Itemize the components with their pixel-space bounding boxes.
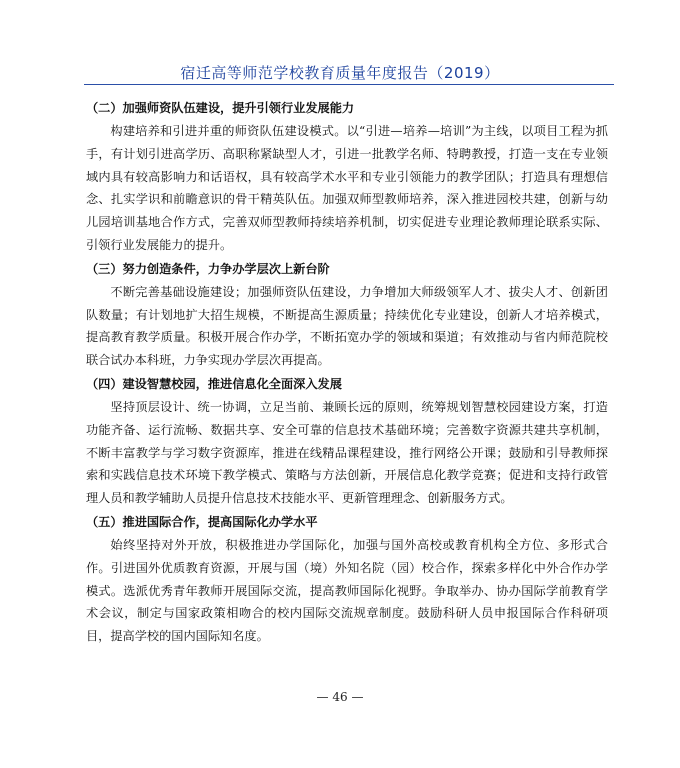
section-teacher-team <box>86 96 608 257</box>
section-heading: （四）建设智慧校园，推进信息化全面深入发展 <box>86 376 342 391</box>
report-header-title: 宿迁高等师范学校教育质量年度报告（2019） <box>180 64 500 82</box>
document-body <box>86 96 608 648</box>
section-smart-campus <box>86 372 608 510</box>
section-conditions <box>86 257 608 372</box>
section-heading: （二）加强师资队伍建设，提升引领行业发展能力 <box>86 101 355 115</box>
section-paragraph: 不断完善基础设施建设；加强师资队伍建设，力争增加大师级领军人才、拔尖人才、创新团队数量；有计划地扩大招生规模，不断提高生源质量；持续优化专业建设，创新人才培养模式，提高教育教学质量。积极开展合作办学，不断拓宽办学的领域和渠道；有效推动与省内师范院校联合试办本科班，力争实现办学层次再提高。 <box>86 284 608 368</box>
section-paragraph: 构建培养和引进并重的师资队伍建设模式。以“引进—培养—培训”为主线，以项目工程为抓手，有计划引进高学历、高职称紧缺型人才，引进一批教学名师、特聘教授，打造一支在专业领域内具有较高影响力和话语权，具有较高学术水平和专业引领能力的教学团队；打造具有理想信念、扎实学识和前瞻意识的骨干精英队伍。加强双师型教师培养，深入推进园校共建，创新与幼儿园培训基地合作方式，完善双师型教师持续培养机制，切实促进专业理论教师理论联系实际、引领行业发展能力的提升。 <box>86 124 608 252</box>
section-paragraph: 始终坚持对外开放，积极推进办学国际化，加强与国外高校或教育机构全方位、多形式合作。引进国外优质教育资源，开展与国（境）外知名院（园）校合作，探索多样化中外合作办学模式。选派优秀青年教师开展国际交流，提高教师国际化视野。争取举办、协办国际学前教育学术会议，制定与国家政策相吻合的校内国际交流规章制度。鼓励科研人员申报国际合作科研项目，提高学校的国内国际知名度。 <box>86 537 608 644</box>
header-divider <box>84 84 614 85</box>
section-international <box>86 510 608 648</box>
page-number: — 46 — <box>316 690 364 704</box>
section-paragraph: 坚持顶层设计、统一协调，立足当前、兼顾长远的原则，统筹规划智慧校园建设方案，打造功能齐备、运行流畅、数据共享、安全可靠的信息技术基础环境；完善数字资源共建共享机制，不断丰富教学与学习数字资源库，推进在线精品课程建设，推行网络公开课；鼓励和引导教师探索和实践信息技术环境下教学模式、策略与方法创新，开展信息化教学竞赛；促进和支持行政管理人员和教学辅助人员提升信息技术技能水平、更新管理理念、创新服务方式。 <box>86 399 608 506</box>
section-heading: （五）推进国际合作，提高国际化办学水平 <box>86 514 318 529</box>
section-heading: （三）努力创造条件，力争办学层次上新台阶 <box>86 261 330 276</box>
